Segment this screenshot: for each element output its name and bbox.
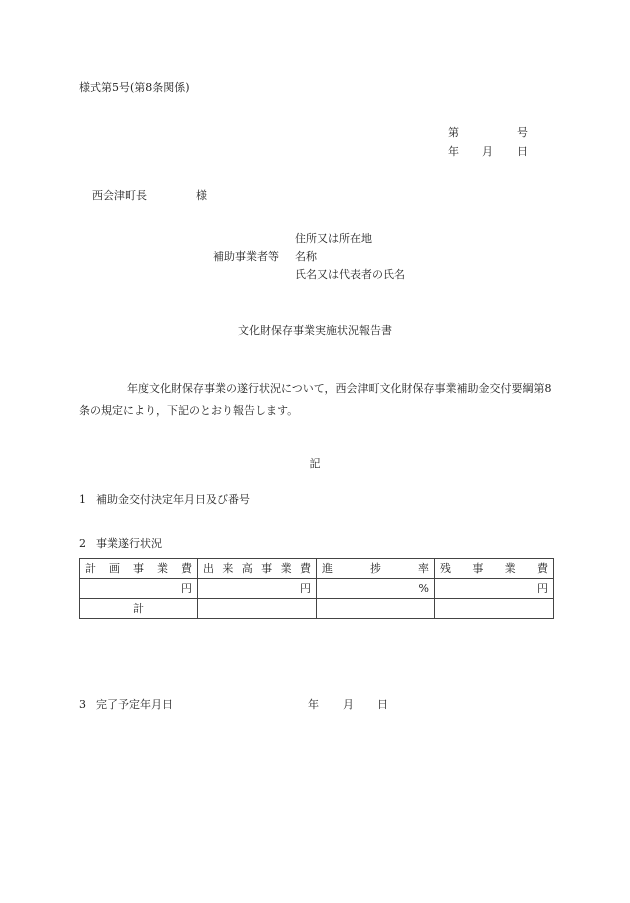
doc-number-go: 号 [517,126,528,139]
addressee-name: 西会津町長 [92,189,147,202]
applicant-address-label: 住所又は所在地 [295,232,372,245]
section2-number: 2 [79,537,86,550]
header-completed-cost: 出 来 高 事 業 費 [198,559,317,579]
header-planned-cost: 計 画 事 業 費 [80,559,198,579]
table-row [80,579,554,599]
form-number: 様式第5号(第8条関係) [79,81,190,94]
total-empty-cell[interactable] [317,599,435,619]
section1-label: 補助金交付決定年月日及び番号 [96,493,250,506]
section3-label: 完了予定年月日 [96,698,173,711]
date-year: 年 [448,145,459,158]
date-month: 月 [482,145,493,158]
document-title: 文化財保存事業実施状況報告書 [238,324,392,337]
section1-number: 1 [79,493,86,506]
total-empty-cell[interactable] [198,599,317,619]
applicant-group-label: 補助事業者等 [213,250,279,263]
progress-rate-cell[interactable]: % [317,579,435,599]
date-day: 日 [517,145,528,158]
addressee-honorific: 様 [196,189,207,202]
planned-cost-cell[interactable]: 円 [80,579,198,599]
section3-day: 日 [377,698,388,711]
header-progress-rate: 進 捗 率 [317,559,435,579]
total-label-cell: 計 [80,599,198,619]
table-header-row [80,559,554,579]
section2-label: 事業遂行状況 [96,537,162,550]
total-empty-cell[interactable] [435,599,554,619]
section3-month: 月 [343,698,354,711]
section3-year: 年 [308,698,319,711]
progress-table [79,558,554,619]
completed-cost-cell[interactable]: 円 [198,579,317,599]
table-total-row [80,599,554,619]
ki-marker: 記 [309,457,321,470]
header-remaining-cost: 残 事 業 費 [435,559,554,579]
body-paragraph: 年度文化財保存事業の遂行状況について，西会津町文化財保存事業補助金交付要綱第8条の規定により，下記のとおり報告します。 [79,382,552,417]
applicant-name-label: 名称 [295,250,317,263]
applicant-rep-label: 氏名又は代表者の氏名 [295,268,405,281]
section3-number: 3 [79,698,86,711]
remaining-cost-cell[interactable]: 円 [435,579,554,599]
doc-number-dai: 第 [448,126,459,139]
